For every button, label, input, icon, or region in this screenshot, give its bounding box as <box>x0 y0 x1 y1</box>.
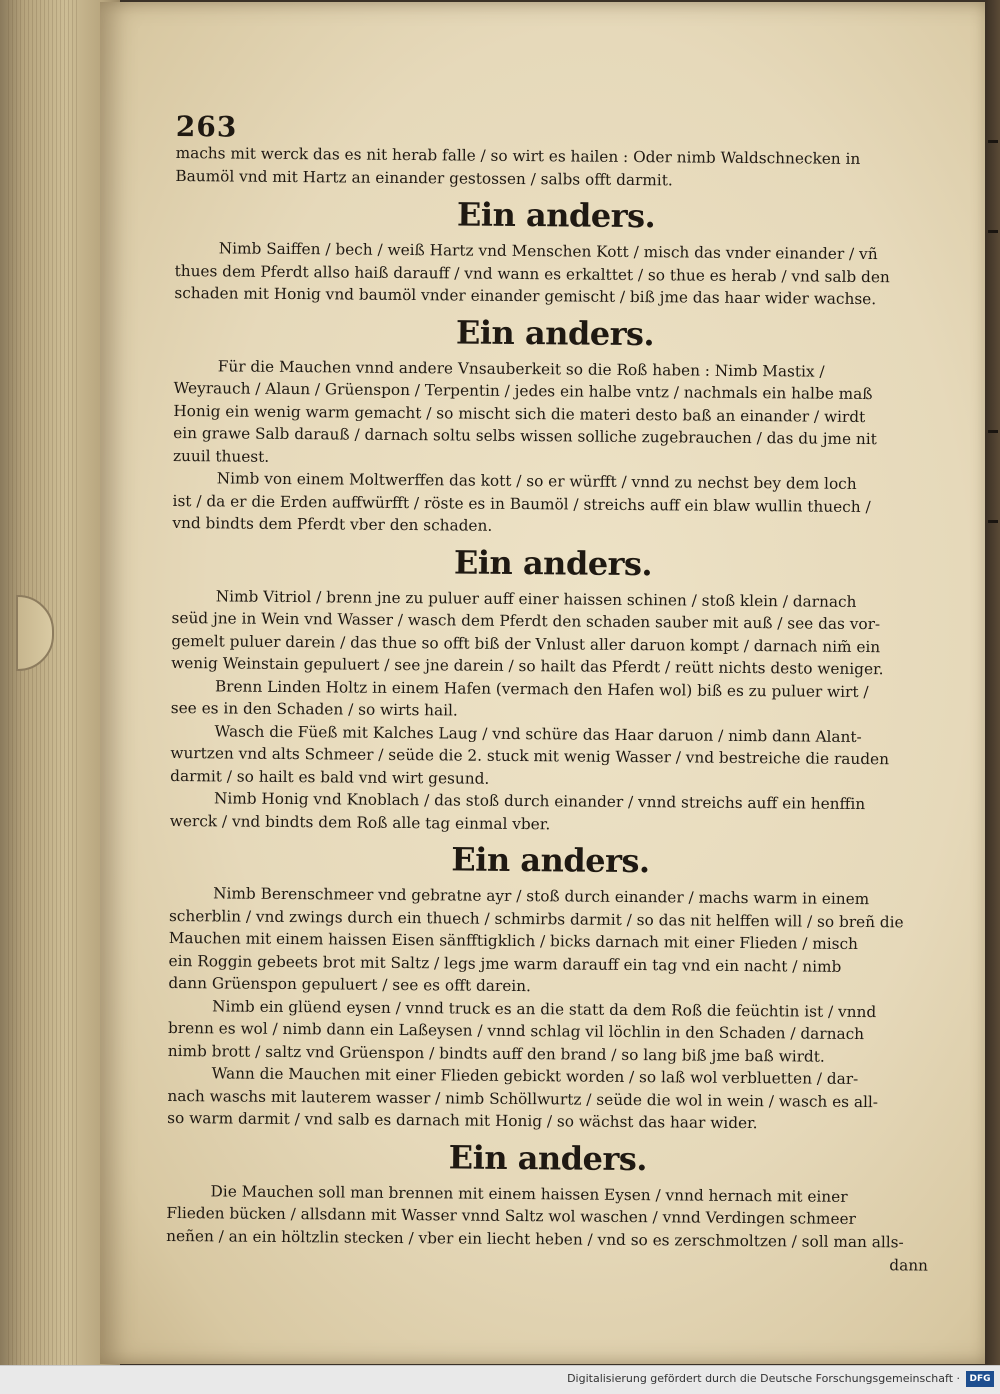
page-stack-lines <box>8 0 78 1365</box>
section-heading: Ein anders. <box>451 840 650 881</box>
text-line: see es in den Schaden / so wirts hail. <box>170 698 458 720</box>
edge-mark <box>988 430 998 433</box>
footer-credit: Digitalisierung gefördert durch die Deutsche Forschungsgemeinschaft · <box>567 1372 960 1385</box>
text-line: Nimb Honig vnd Knoblach / das stoß durch einander / vnnd streichs auff ein henffin <box>213 789 866 814</box>
text-line: ein Roggin gebeets brot mit Saltz / legs jme warm darauff ein tag vnd ein nacht / nimb <box>168 951 842 976</box>
section-heading: Ein anders. <box>448 1137 648 1178</box>
text-line: Wann die Mauchen mit einer Flieden gebickt worden / so laß wol verbluetten / dar- <box>211 1064 859 1088</box>
section-heading: Ein anders. <box>456 195 656 236</box>
page-text <box>166 112 938 1278</box>
text-line: werck / vnd bindts dem Roß alle tag einmal vber. <box>169 811 551 833</box>
text-line: so warm darmit / vnd salb es darnach mit Honig / so wächst das haar wider. <box>167 1108 758 1133</box>
text-line: Die Mauchen soll man brennen mit einem haissen Eysen / vnnd hernach mit einer <box>210 1181 848 1206</box>
text-line: Mauchen mit einem haissen Eisen sänfftigklich / bicks darnach mit einer Flieden / misch <box>168 928 859 953</box>
text-line: thues dem Pferdt allso haiß darauff / vnd wann es erkalttet / so thue es herab / vnd salb den <box>174 261 890 286</box>
text-line: Baumöl vnd mit Hartz an einander gestossen / salbs offt darmit. <box>175 166 673 189</box>
catchword: dann <box>889 1256 929 1275</box>
text-line: brenn es wol / nimb dann ein Laßeysen / vnnd schlag vil löchlin in den Schaden / darnach <box>167 1018 865 1044</box>
text-line: scherblin / vnd zwings durch ein thuech / schmirbs darmit / so das nit helffen will / so breñ die <box>168 906 904 931</box>
text-line: ein grawe Salb darauß / darnach soltu selbs wissen solliche zugebrauchen / das du jme nit <box>173 423 877 449</box>
text-line: Brenn Linden Holtz in einem Hafen (vermach den Hafen wol) biß es zu puluer wirt / <box>214 676 869 701</box>
text-line: Honig ein wenig warm gemacht / so mischt sich die materi desto baß an einander / wirdt <box>173 401 866 426</box>
right-binding-edge <box>985 0 1000 1365</box>
text-line: Nimb Berenschmeer vnd gebratne ayr / stoß durch einander / machs warm in einem <box>213 884 870 909</box>
text-line: nimb brott / saltz vnd Grüenspon / bindts auff den brand / so lang biß jme baß wirdt. <box>167 1041 825 1066</box>
text-line: dann Grüenspon gepuluert / see es offt darein. <box>168 973 531 996</box>
page-number: 263 <box>175 110 238 144</box>
text-line: schaden mit Honig vnd baumöl vnder einander gemischt / biß jme das haar wider wachse. <box>174 283 877 309</box>
text-line: seüd jne in Wein vnd Wasser / wasch dem Pferdt den schaden sauber mit auß / see das vor- <box>171 608 881 634</box>
text-body <box>166 142 938 1254</box>
text-line: Nimb ein glüend eysen / vnnd truck es an die statt da dem Roß die feüchtin ist / vnnd <box>212 996 877 1021</box>
dfg-logo: DFG <box>966 1371 994 1387</box>
text-line: Für die Mauchen vnnd andere Vnsauberkeit so die Roß haben : Nimb Mastix / <box>217 356 825 381</box>
text-line: Nimb von einem Moltwerffen das kott / so er würfft / vnnd zu nechst bey dem loch <box>216 469 857 493</box>
viewer-footer <box>0 1365 1000 1394</box>
text-line: wenig Weinstain gepuluert / see jne darein / so hailt das Pferdt / reütt nichts desto weniger. <box>171 653 884 679</box>
text-line: Weyrauch / Alaun / Grüenspon / Terpentin / jedes ein halbe vntz / nachmals ein halbe maß <box>173 378 873 404</box>
text-line: vnd bindts dem Pferdt vber den schaden. <box>172 513 493 535</box>
text-line: Nimb Saiffen / bech / weiß Hartz vnd Menschen Kott / misch das vnder einander / vñ <box>218 239 878 264</box>
text-line: wurtzen vnd alts Schmeer / seüde die 2. stuck mit wenig Wasser / vnd bestreiche die rauden <box>170 743 890 769</box>
text-line: machs mit werck das es nit herab falle / so wirt es hailen : Oder nimb Waldschnecken in <box>175 143 861 168</box>
text-line: Flieden bücken / allsdann mit Wasser vnnd Saltz wol waschen / vnnd Verdingen schmeer <box>166 1203 856 1228</box>
section-heading: Ein anders. <box>455 312 655 353</box>
text-line: darmit / so hailt es bald vnd wirt gesund. <box>170 766 490 788</box>
text-line: Nimb Vitriol / brenn jne zu puluer auff einer haissen schinen / stoß klein / darnach <box>215 586 857 611</box>
text-line: gemelt puluer darein / das thue so offt biß der Vnlust aller daruon kompt / darnach nim̃ ein <box>171 631 881 656</box>
edge-mark <box>988 140 998 143</box>
text-line: zuuil thuest. <box>172 446 270 466</box>
edge-mark <box>988 230 998 233</box>
section-heading: Ein anders. <box>453 542 653 583</box>
text-line: nach waschs mit lauterem wasser / nimb Schöllwurtz / seüde die wol in wein / wasch es all- <box>167 1086 879 1111</box>
edge-mark <box>988 520 998 523</box>
text-line: Wasch die Füeß mit Kalches Laug / vnd schüre das Haar daruon / nimb dann Alant- <box>214 721 862 746</box>
text-line: ist / da er die Erden auffwürfft / röste es in Baumöl / streichs auff ein blaw wullin thuech / <box>172 491 871 516</box>
text-line: neñen / an ein höltzlin stecken / vber ein liecht heben / vnd so es zerschmoltzen / soll man alls- <box>166 1226 904 1251</box>
